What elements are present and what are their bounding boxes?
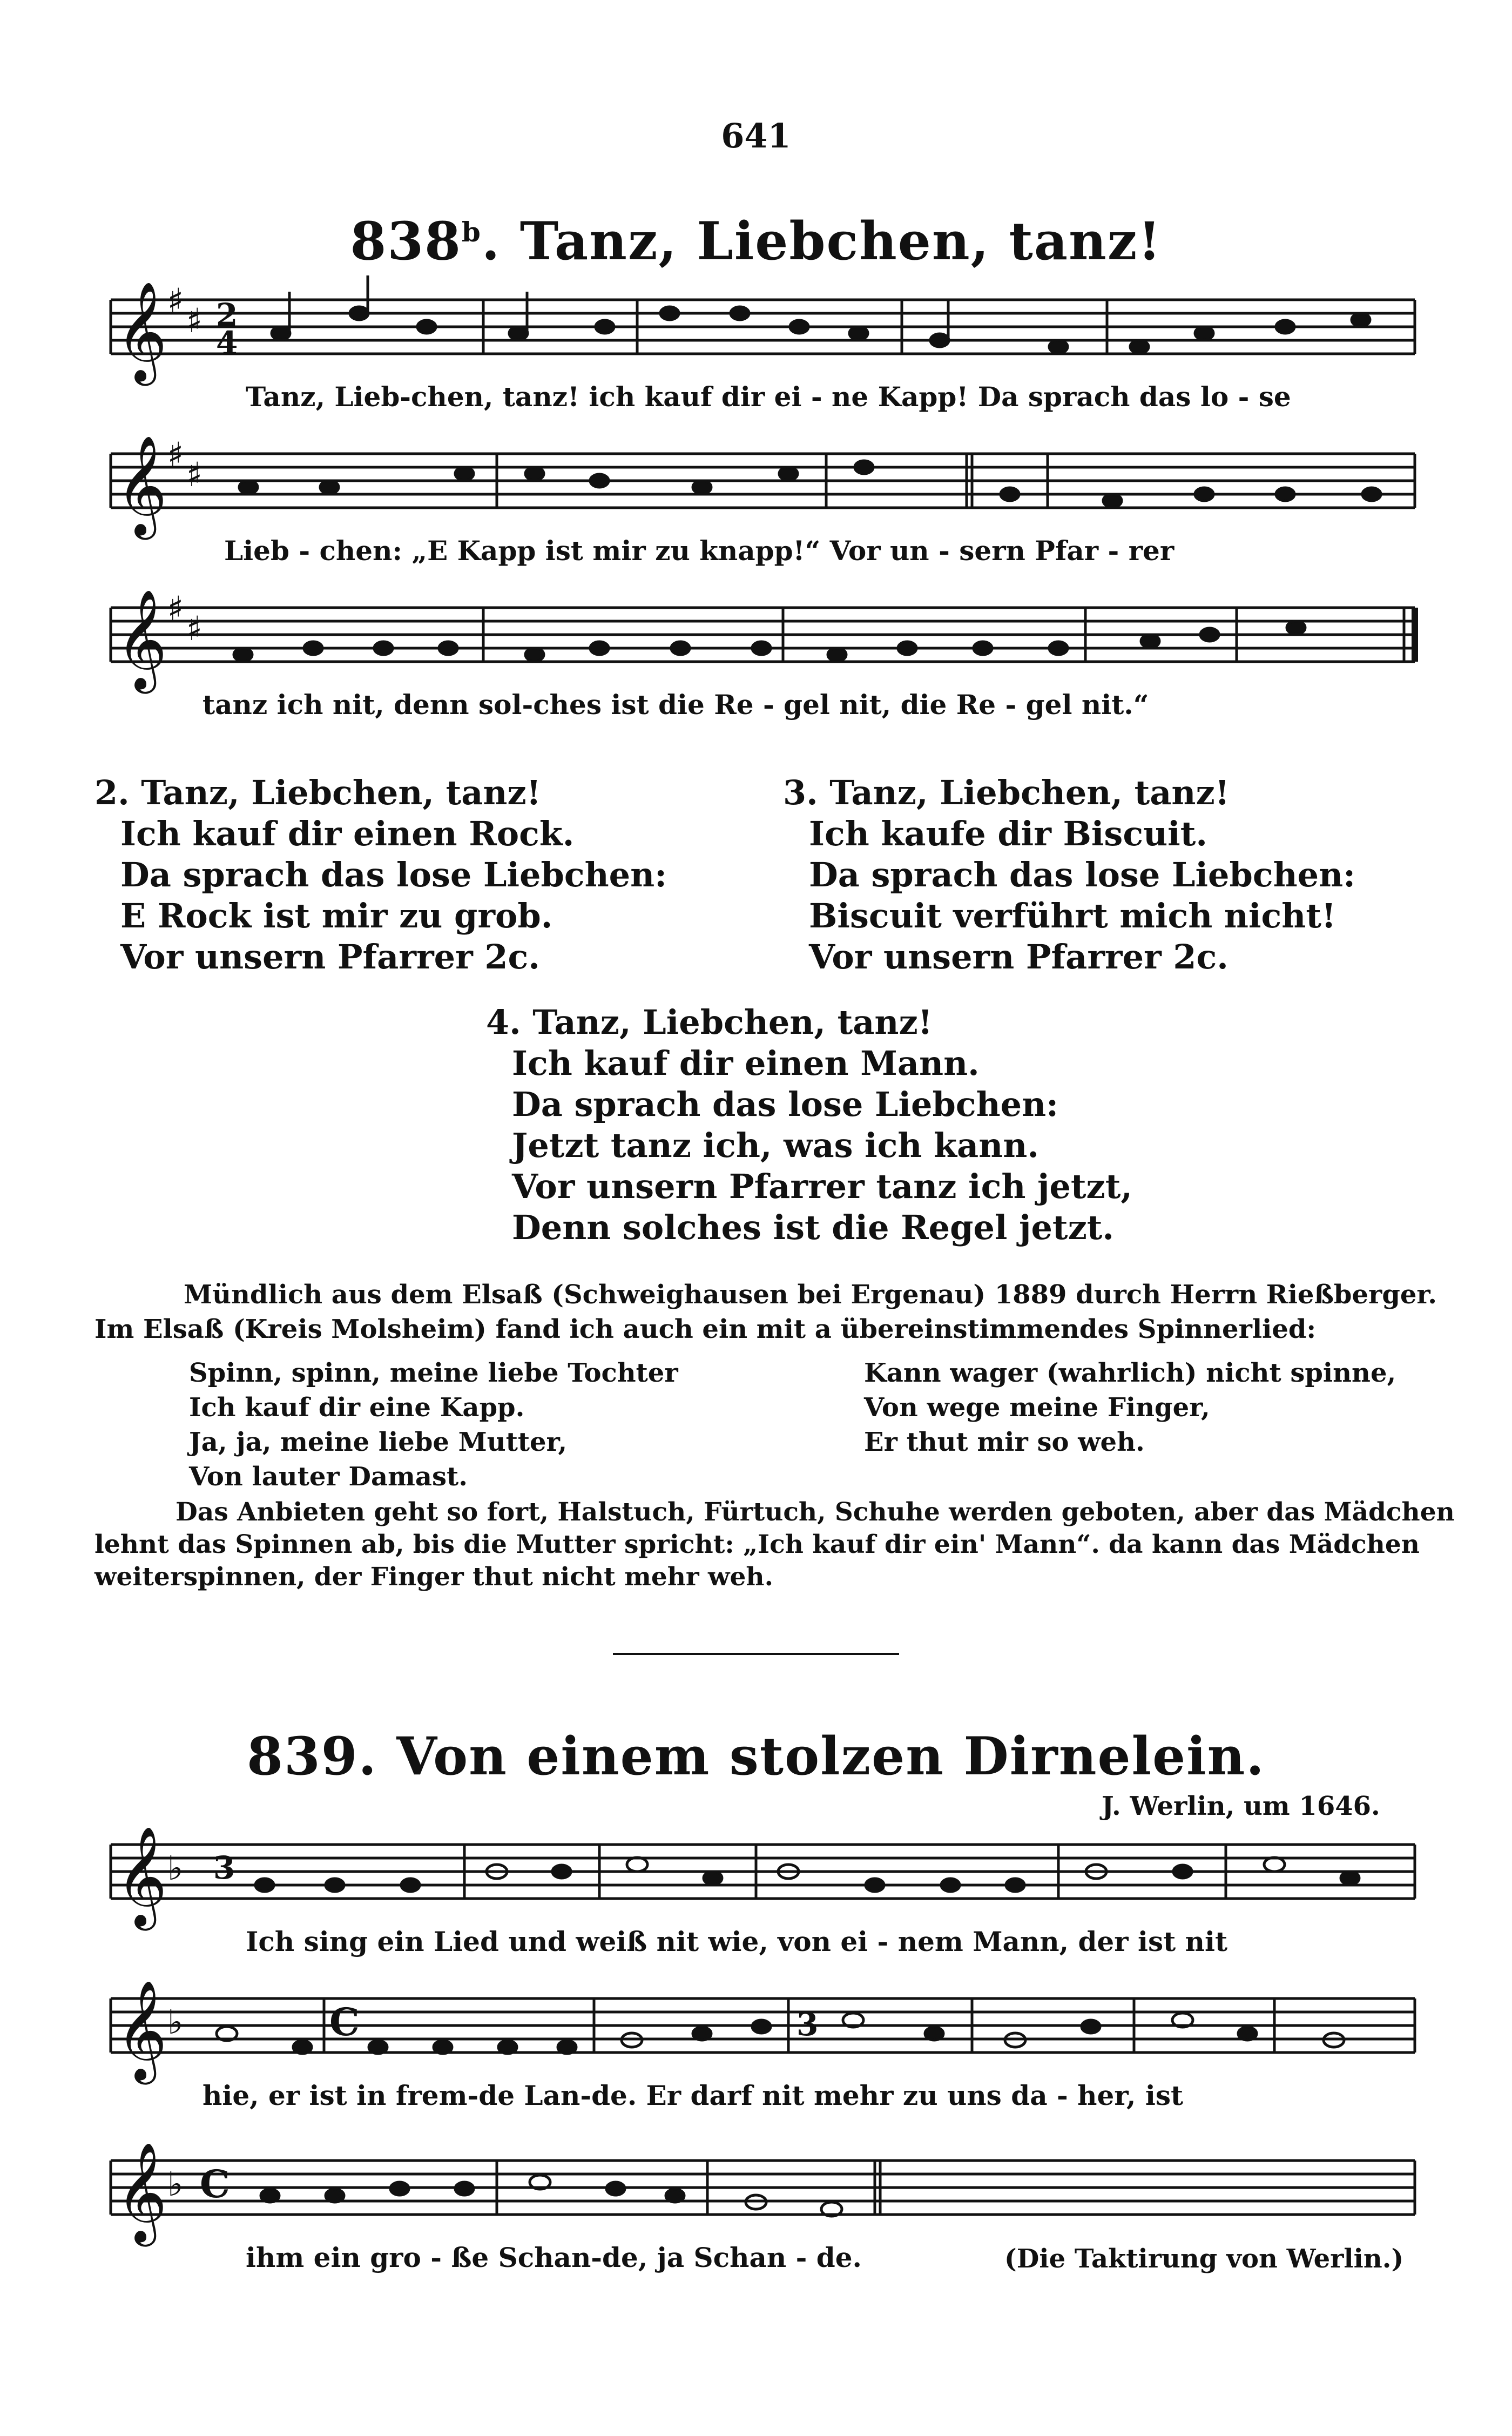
spinner-line: Kann wager (wahrlich) nicht spinne,	[864, 1358, 1396, 1388]
spinner-line: Von wege meine Finger,	[864, 1392, 1210, 1423]
lyrics-838-line-1: Tanz, Lieb-chen, tanz! ich kauf dir ei - ne Kapp! Da sprach das lo - se	[246, 381, 1291, 413]
attribution: J. Werlin, um 1646.	[1102, 1791, 1380, 1821]
lyrics-838-line-3: tanz ich nit, denn sol-ches ist die Re - gel nit, die Re - gel nit.“	[202, 689, 1149, 721]
verse-line: Jetzt tanz ich, was ich kann.	[512, 1126, 1039, 1165]
verse-line: Da sprach das lose Liebchen:	[809, 855, 1356, 894]
title-number: 839	[247, 1726, 359, 1787]
spinner-line: Ja, ja, meine liebe Mutter,	[189, 1427, 568, 1457]
page-number: 641	[721, 116, 791, 156]
verse-line: Ich kauf dir einen Rock.	[120, 814, 575, 853]
source-note-2: Im Elsaß (Kreis Molsheim) fand ich auch ein mit a übereinstimmendes Spinnerlied:	[94, 1314, 1317, 1344]
svg-text:♯: ♯	[186, 609, 203, 648]
treble-clef-icon: 𝄞	[116, 1979, 167, 2080]
svg-text:♯: ♯	[167, 435, 184, 474]
svg-text:♯: ♯	[167, 589, 184, 628]
title-number: 838	[350, 211, 462, 272]
title-text: . Von einem stolzen Dirnelein.	[358, 1726, 1265, 1787]
treble-clef-icon: 𝄞	[116, 434, 167, 535]
svg-text:♭: ♭	[167, 1848, 184, 1888]
closing-paragraph	[94, 1496, 1455, 1593]
svg-text:♭: ♭	[167, 2002, 184, 2042]
closing-line: lehnt das Spinnen ab, bis die Mutter spricht: „Ich kauf dir ein' Mann“. da kann das Mädchen	[94, 1530, 1420, 1559]
spinner-left	[189, 1356, 678, 1494]
verse-line: Ich kaufe dir Biscuit.	[809, 814, 1207, 853]
time-sig-top: 2	[216, 297, 238, 333]
title-superscript: b	[461, 216, 482, 248]
svg-text:♯: ♯	[186, 301, 203, 340]
verse-line: Vor unsern Pfarrer 2c.	[809, 937, 1228, 977]
verse-line: Denn solches ist die Regel jetzt.	[512, 1208, 1115, 1247]
lyrics-838-line-2: Lieb - chen: „E Kapp ist mir zu knapp!“ Vor un - sern Pfar - rer	[224, 535, 1174, 567]
svg-text:♭: ♭	[167, 2164, 184, 2204]
spinner-line: Er thut mir so weh.	[864, 1427, 1145, 1457]
verse-2	[94, 772, 667, 978]
time-sig-839: 3	[213, 1849, 235, 1886]
closing-line: Das Anbieten geht so fort, Halstuch, Fürtuch, Schuhe werden geboten, aber das Mädchen	[176, 1497, 1455, 1527]
verse-3	[783, 772, 1355, 978]
common-time: C	[329, 2000, 360, 2044]
verse-line: 2. Tanz, Liebchen, tanz!	[94, 773, 541, 812]
lyrics-839-line-1: Ich sing ein Lied und weiß nit wie, von ei - nem Mann, der ist nit	[246, 1926, 1228, 1957]
verse-line: Da sprach das lose Liebchen:	[512, 1085, 1059, 1124]
verse-line: Vor unsern Pfarrer 2c.	[120, 937, 540, 977]
svg-text:♯: ♯	[167, 281, 184, 320]
spinner-line: Spinn, spinn, meine liebe Tochter	[189, 1358, 678, 1388]
time-sig-bottom: 4	[216, 325, 238, 361]
staff-838-2	[111, 454, 1415, 508]
verse-line: E Rock ist mir zu grob.	[120, 896, 553, 936]
staff-838-1	[111, 300, 1415, 354]
verse-line: 4. Tanz, Liebchen, tanz!	[486, 1002, 933, 1042]
treble-clef-icon: 𝄞	[116, 280, 167, 381]
treble-clef-icon: 𝄞	[116, 1825, 167, 1926]
treble-clef-icon: 𝄞	[116, 2141, 167, 2242]
lyrics-839-line-3: ihm ein gro - ße Schan-de, ja Schan - de.	[246, 2242, 862, 2273]
lyrics-839-line-2: hie, er ist in frem-de Lan-de. Er darf nit mehr zu uns da - her, ist	[202, 2080, 1184, 2111]
common-time: C	[200, 2162, 230, 2206]
spinner-right	[864, 1356, 1396, 1459]
spinner-line: Von lauter Damast.	[189, 1462, 468, 1492]
title-text: . Tanz, Liebchen, tanz!	[481, 211, 1162, 272]
song-839-title	[0, 1726, 1512, 1787]
verse-line: 3. Tanz, Liebchen, tanz!	[783, 773, 1230, 812]
closing-line: weiterspinnen, der Finger thut nicht mehr weh.	[94, 1562, 773, 1592]
spinner-line: Ich kauf dir eine Kapp.	[189, 1392, 525, 1423]
verse-line: Ich kauf dir einen Mann.	[512, 1044, 980, 1083]
footnote: (Die Taktirung von Werlin.)	[1004, 2244, 1404, 2274]
verse-line: Da sprach das lose Liebchen:	[120, 855, 667, 894]
staff-839-1	[111, 1845, 1415, 1899]
source-note-1: Mündlich aus dem Elsaß (Schweighausen bei Ergenau) 1889 durch Herrn Rießberger.	[184, 1280, 1437, 1310]
verse-line: Biscuit verführt mich nicht!	[809, 896, 1336, 936]
svg-text:♯: ♯	[186, 455, 203, 494]
time-sig-839b: 3	[796, 2006, 819, 2043]
verse-4	[486, 1002, 1132, 1248]
treble-clef-icon: 𝄞	[116, 588, 167, 689]
verse-line: Vor unsern Pfarrer tanz ich jetzt,	[512, 1167, 1132, 1206]
